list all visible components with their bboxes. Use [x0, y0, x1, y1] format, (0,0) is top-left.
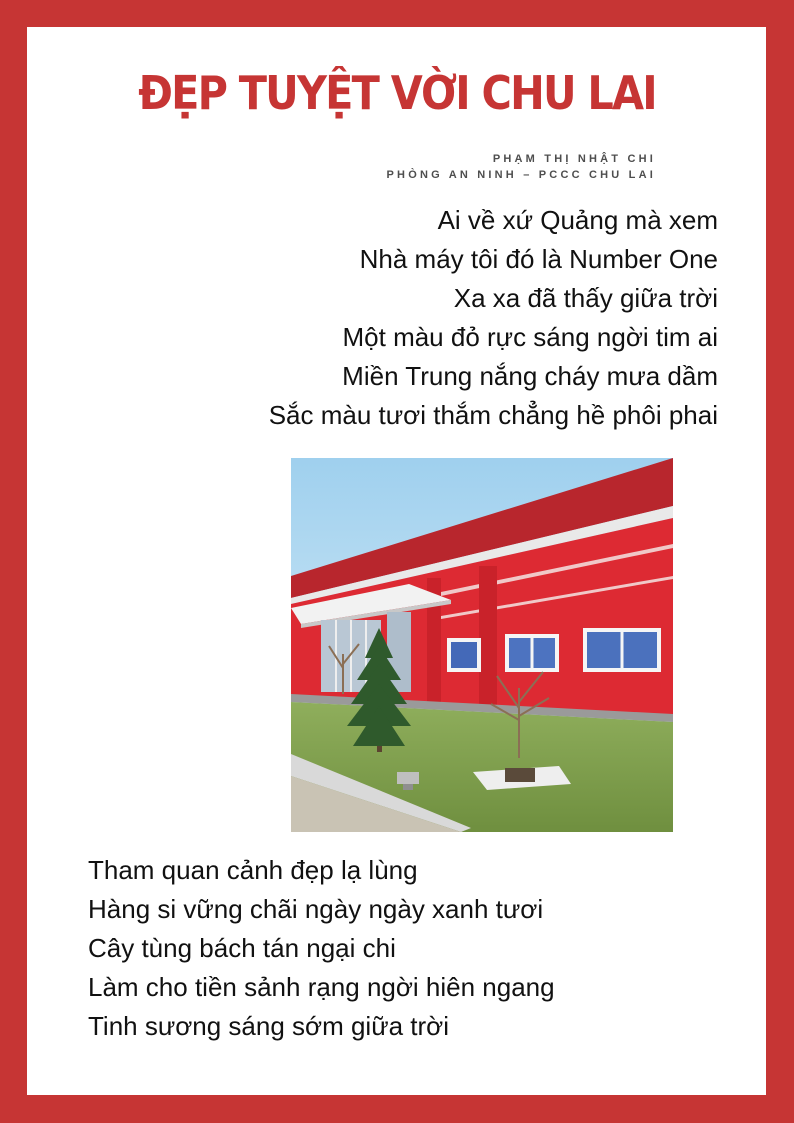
poem-line: Miền Trung nắng cháy mưa dầm [342, 361, 718, 391]
poem-line: Ai về xứ Quảng mà xem [437, 205, 718, 235]
poem-line: Tham quan cảnh đẹp lạ lùng [88, 855, 418, 885]
poem-line: Nhà máy tôi đó là Number One [359, 244, 718, 274]
factory-photo [291, 458, 673, 832]
poem-line: Cây tùng bách tán ngại chi [88, 933, 396, 963]
stanza-1 [269, 201, 718, 435]
author-block [387, 151, 656, 183]
poem-line: Hàng si vững chãi ngày ngày xanh tươi [88, 894, 544, 924]
author-department: PHÒNG AN NINH – PCCC CHU LAI [386, 169, 656, 181]
stanza-2 [88, 851, 555, 1046]
poem-line: Sắc màu tươi thắm chẳng hề phôi phai [268, 400, 718, 430]
poem-line: Làm cho tiền sảnh rạng ngời hiên ngang [88, 972, 555, 1002]
poem-line: Một màu đỏ rực sáng ngời tim ai [342, 322, 718, 352]
poem-line: Tinh sương sáng sớm giữa trời [88, 1011, 450, 1041]
poem-line: Xa xa đã thấy giữa trời [453, 283, 718, 313]
poem-title: ĐẸP TUYỆT VỜI CHU LAI [138, 66, 656, 120]
author-name: PHẠM THỊ NHẬT CHI [492, 153, 656, 165]
